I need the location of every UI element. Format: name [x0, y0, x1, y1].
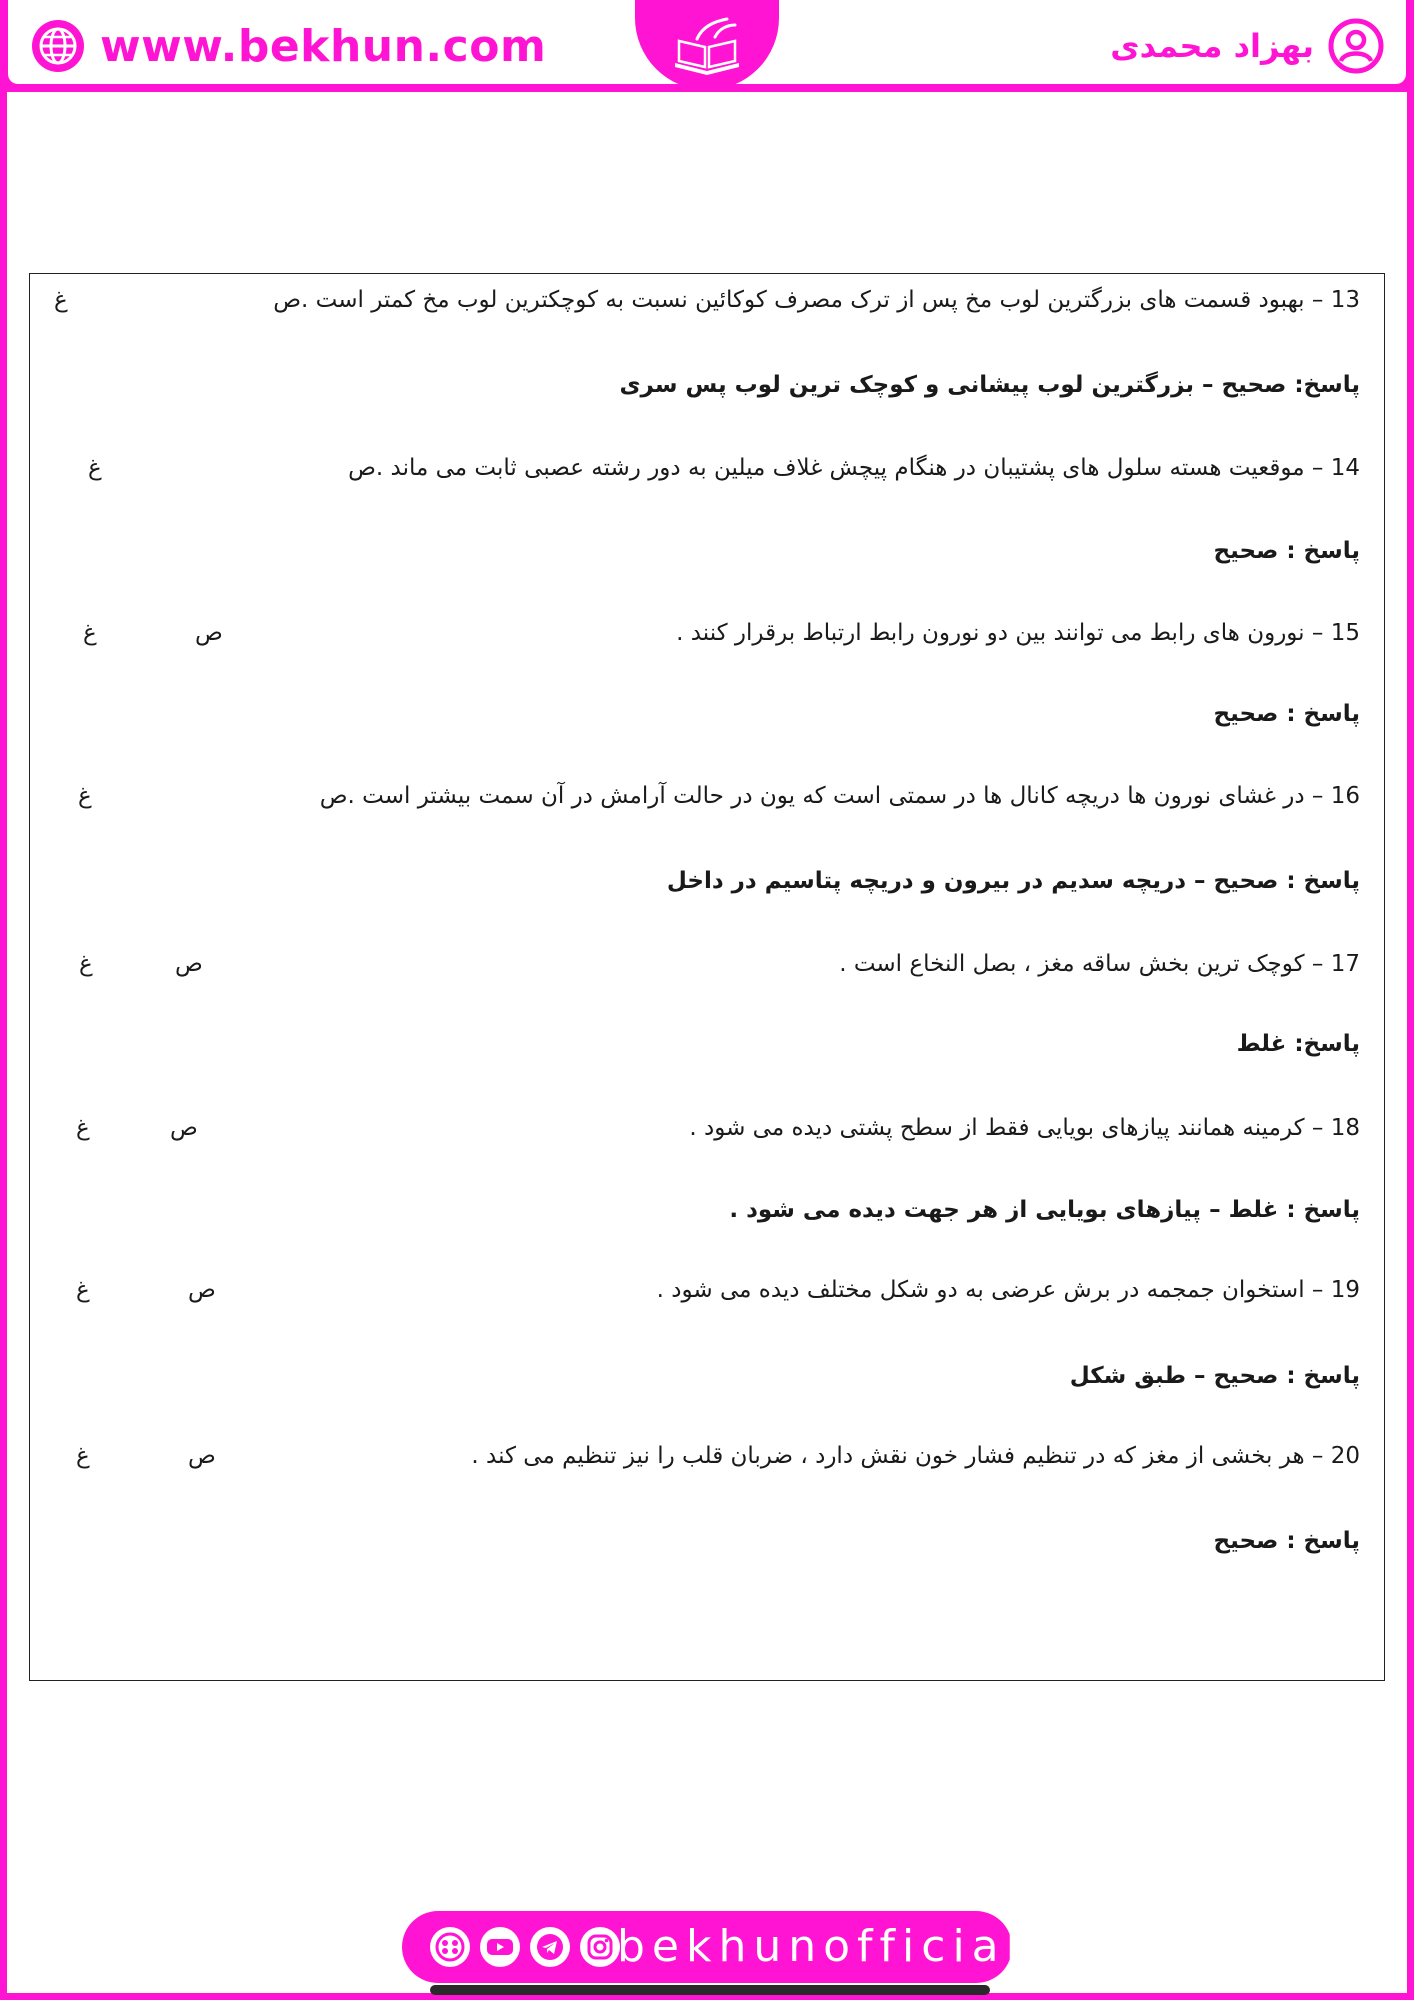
- telegram-icon[interactable]: [530, 1927, 570, 1967]
- question-14: [30, 444, 1375, 492]
- answer-text: پاسخ : غلط – پیازهای بویایی از هر جهت دیده می شود .: [729, 1197, 1360, 1223]
- option-false[interactable]: غ: [88, 455, 102, 481]
- social-footer: [402, 1911, 1025, 1983]
- question-text: 17 – کوچک ترین بخش ساقه مغز ، بصل النخاع است .: [839, 951, 1360, 977]
- option-false[interactable]: غ: [83, 620, 97, 646]
- question-20: [30, 1432, 1375, 1480]
- globe-icon: [30, 18, 86, 74]
- question-19: [30, 1266, 1375, 1314]
- youtube-icon[interactable]: [480, 1927, 520, 1967]
- answer-text: پاسخ : صحیح: [1213, 538, 1360, 564]
- option-true[interactable]: ص: [188, 1443, 216, 1469]
- option-false[interactable]: غ: [79, 951, 93, 977]
- question-17: [30, 940, 1375, 988]
- answer-17: [30, 1020, 1375, 1068]
- question-13: [30, 276, 1375, 324]
- website-url[interactable]: www.bekhun.com: [100, 20, 547, 72]
- option-false[interactable]: غ: [76, 1443, 90, 1469]
- answer-text: پاسخ : صحیح: [1213, 1528, 1360, 1554]
- option-true[interactable]: ص: [188, 1277, 216, 1303]
- answer-15: [30, 690, 1375, 738]
- user-icon: [1328, 18, 1384, 74]
- instagram-icon[interactable]: [580, 1927, 620, 1967]
- answer-16: [30, 857, 1375, 905]
- answer-20: [30, 1517, 1375, 1565]
- answer-13: [30, 361, 1375, 409]
- website-link[interactable]: [30, 18, 546, 74]
- page-header: [0, 0, 1414, 92]
- answer-text: پاسخ: غلط: [1236, 1031, 1360, 1057]
- answer-text: پاسخ : صحیح – طبق شکل: [1069, 1363, 1360, 1389]
- question-15: [30, 609, 1375, 657]
- option-true[interactable]: ص: [170, 1115, 198, 1141]
- option-false[interactable]: غ: [54, 287, 68, 313]
- author-info: [1110, 18, 1384, 74]
- question-text: 16 – در غشای نورون ها دریچه کانال ها در سمتی است که یون در حالت آرامش در آن سمت بیشتر است .ص: [319, 783, 1360, 809]
- aparat-icon[interactable]: [430, 1927, 470, 1967]
- option-false[interactable]: غ: [78, 783, 92, 809]
- author-name: بهزاد محمدی: [1110, 27, 1314, 65]
- question-text: 20 – هر بخشی از مغز که در تنظیم فشار خون نقش دارد ، ضربان قلب را نیز تنظیم می کند .: [471, 1443, 1360, 1469]
- option-false[interactable]: غ: [76, 1277, 90, 1303]
- option-true[interactable]: ص: [195, 620, 223, 646]
- question-text: 13 – بهبود قسمت های بزرگترین لوب مخ پس از ترک مصرف کوکائین نسبت به کوچکترین لوب مخ کمتر است .ص: [273, 287, 1360, 313]
- question-18: [30, 1104, 1375, 1152]
- answer-19: [30, 1352, 1375, 1400]
- question-16: [30, 772, 1375, 820]
- answer-text: پاسخ : صحیح: [1213, 701, 1360, 727]
- answer-18: [30, 1186, 1375, 1234]
- book-logo-icon: [657, 7, 757, 83]
- option-false[interactable]: غ: [76, 1115, 90, 1141]
- answer-text: پاسخ: صحیح – بزرگترین لوب پیشانی و کوچک ترین لوب پس سری: [619, 372, 1360, 398]
- question-text: 15 – نورون های رابط می توانند بین دو نورون رابط ارتباط برقرار کنند .: [676, 620, 1360, 646]
- answer-14: [30, 527, 1375, 575]
- answer-text: پاسخ : صحیح – دریچه سدیم در بیرون و دریچه پتاسیم در داخل: [666, 868, 1360, 894]
- option-true[interactable]: ص: [175, 951, 203, 977]
- footer-shadow: [430, 1985, 990, 1995]
- question-text: 18 – کرمینه همانند پیازهای بویایی فقط از سطح پشتی دیده می شود .: [689, 1115, 1360, 1141]
- social-icons: [430, 1927, 620, 1967]
- social-handle[interactable]: bekhunofficial: [617, 1921, 1025, 1972]
- question-text: 14 – موقعیت هسته سلول های پشتیبان در هنگام پیچش غلاف میلین به دور رشته عصبی ثابت می ماند .ص: [348, 455, 1360, 481]
- question-text: 19 – استخوان جمجمه در برش عرضی به دو شکل مختلف دیده می شود .: [656, 1277, 1360, 1303]
